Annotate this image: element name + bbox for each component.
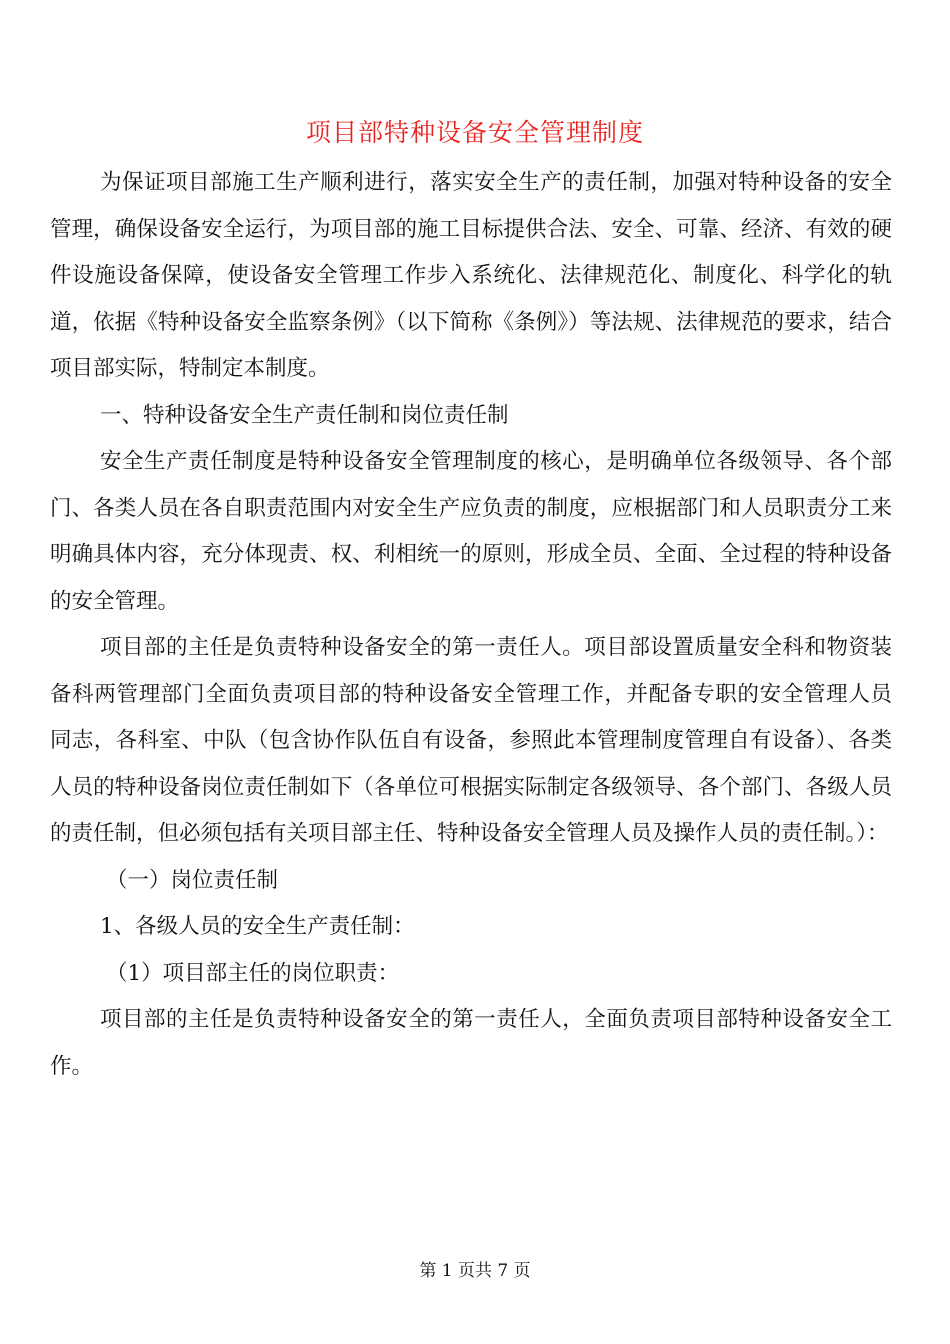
- document-body: [50, 160, 892, 1090]
- paragraph-project-director: 项目部的主任是负责特种设备安全的第一责任人。项目部设置质量安全科和物资装备科两管理部门全面负责项目部的特种设备安全管理工作，并配备专职的安全管理人员 同志，各科室、中队（包含协作队伍自有设备，参照此本管理制度管理自有设备）、各类人员的特种设备岗位责任制如下（各单位可根据实际制定各级领导、各个部门、各级人员的责任制，但必须包括有关项目部主任、特种设备安全管理人员及操作人员的责任制。）：: [50, 635, 892, 846]
- section-heading-1: 一、特种设备安全生产责任制和岗位责任制: [100, 402, 509, 428]
- list-item-staff-responsibility: 1、各级人员的安全生产责任制：: [100, 914, 415, 939]
- paragraph-responsibility-system: 安全生产责任制度是特种设备安全管理制度的核心，是明确单位各级领导、各个部门、各类人员在各自职责范围内对安全生产应负责的制度，应根据部门和人员职责分工来明确具体内容，充分体现责、权、利相统一的原则，形成全员、全面、全过程的特种设备的安全管理。: [50, 449, 892, 614]
- paragraph-director-duties: 项目部的主任是负责特种设备安全的第一责任人，全面负责项目部特种设备安全工作。: [50, 1007, 892, 1079]
- list-item-director-duties: （1）项目部主任的岗位职责：: [106, 960, 400, 986]
- subsection-heading-post-responsibility: （一）岗位责任制: [106, 867, 279, 893]
- paragraph-intro: 为保证项目部施工生产顺利进行，落实安全生产的责任制，加强对特种设备的安全管理，确保设备安全运行，为项目部的施工目标提供合法、安全、可靠、经济、有效的硬件设施设备保障，使设备安全管理工作步入系统化、法律规范化、制度化、科学化的轨道，依据《特种设备安全监察条例》（以下简称《条例》）等法规、法律规范的要求，结合项目部实际，特制定本制度。: [50, 170, 892, 381]
- page-number: 第 1 页共 7 页: [419, 1261, 531, 1281]
- document-title: 项目部特种设备安全管理制度: [305, 118, 644, 147]
